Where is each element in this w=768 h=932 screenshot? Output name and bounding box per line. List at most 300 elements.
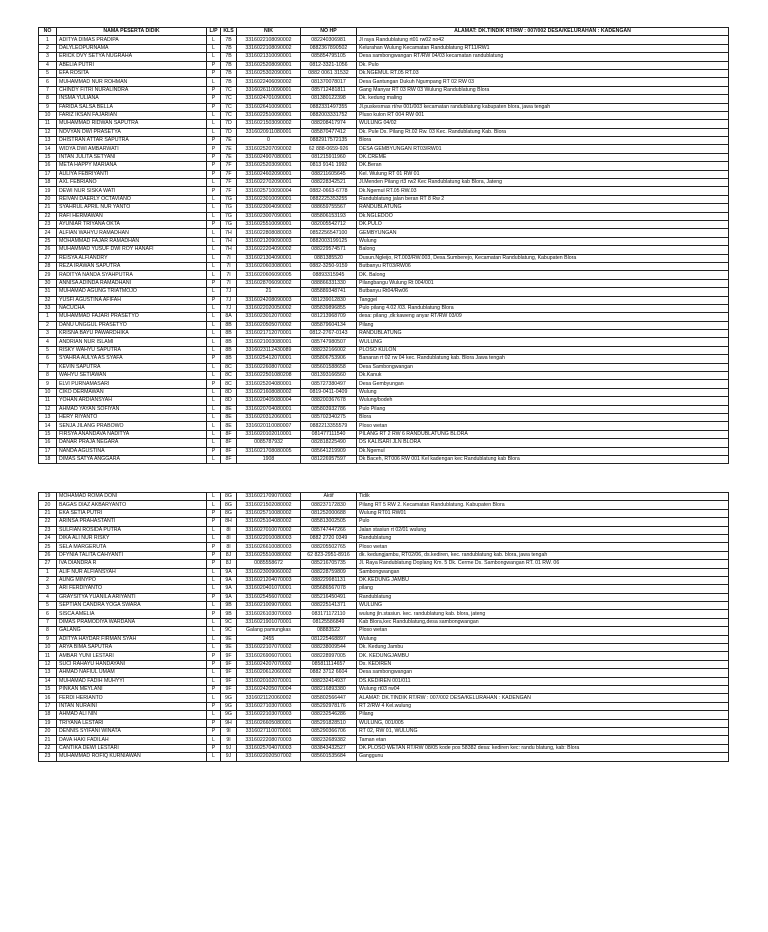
cell-no: 22: [39, 518, 57, 526]
table-row: [39, 61, 729, 69]
cell-phone: 088238009544: [301, 644, 357, 652]
cell-class: 8G: [221, 509, 237, 517]
cell-no: 8: [39, 627, 57, 635]
cell-address: DK.KEDUNG JAMBU: [357, 576, 729, 584]
table-row: [39, 179, 729, 187]
table-row: [39, 36, 729, 44]
cell-no: 23: [39, 220, 57, 228]
cell-phone: 085806753906: [301, 355, 357, 363]
cell-gender: L: [207, 526, 221, 534]
table-header: [39, 28, 729, 36]
cell-address: Pulo: [357, 518, 729, 526]
cell-no: 8: [39, 372, 57, 380]
cell-gender: L: [207, 413, 221, 421]
cell-no: 3: [39, 53, 57, 61]
cell-class: 7H: [221, 237, 237, 245]
cell-name: MOHAMMAD FAJAR RAMADHAN: [57, 237, 207, 245]
cell-address: PILANG RT 2 RW 6 RANDUBLATUNG BLORA: [357, 430, 729, 438]
cell-phone: 0852256547100: [301, 229, 357, 237]
cell-phone: 0881385520: [301, 254, 357, 262]
cell-phone: 085747980507: [301, 338, 357, 346]
table-row: [39, 204, 729, 212]
cell-no: 28: [39, 262, 57, 270]
table-row: [39, 493, 729, 501]
cell-nik: 3316020603080001: [237, 262, 301, 270]
cell-gender: L: [207, 501, 221, 509]
cell-class: 8B: [221, 346, 237, 354]
student-table-bottom: [38, 492, 729, 762]
table-row: [39, 560, 729, 568]
cell-phone: 085290366706: [301, 727, 357, 735]
cell-nik: 3316020401070001: [237, 585, 301, 593]
table-row: [39, 719, 729, 727]
cell-nik: 3316025104080002: [237, 518, 301, 526]
cell-phone: 62 823-2951-8916: [301, 551, 357, 559]
cell-address: Jl.puskesmas rt/rw 001/003 kecamatan randublatung kabupaten blora, jawa tengah: [357, 103, 729, 111]
cell-name: AULIYA FEBRIYANTI: [57, 170, 207, 178]
cell-phone: 088228997005: [301, 652, 357, 660]
table-row: [39, 195, 729, 203]
cell-phone: 085747447266: [301, 526, 357, 534]
cell-phone: 081226957597: [301, 455, 357, 463]
table-row: [39, 702, 729, 710]
table-row: [39, 220, 729, 228]
cell-gender: L: [207, 120, 221, 128]
cell-no: 19: [39, 187, 57, 195]
cell-nik: 3316021901070001: [237, 618, 301, 626]
header-no: NO: [39, 28, 57, 36]
cell-nik: 3316022108090002: [237, 44, 301, 52]
cell-gender: P: [207, 560, 221, 568]
cell-nik: 3316025412070001: [237, 355, 301, 363]
cell-name: NANDA AGUSTINA: [57, 447, 207, 455]
cell-address: Pulo pilang 4.02 /03. Randublatung Blora: [357, 304, 729, 312]
cell-class: 7F: [221, 187, 237, 195]
cell-class: 7J: [221, 296, 237, 304]
cell-gender: P: [207, 702, 221, 710]
cell-address: Jalan stasiun rt 02/01 wulung: [357, 526, 729, 534]
cell-phone: 088232546286: [301, 711, 357, 719]
cell-address: Desa Gantungan Dukuh Ngumpang RT 02 RW 03: [357, 78, 729, 86]
cell-nik: 3316022510090001: [237, 111, 301, 119]
cell-address: Jl raya Randublatung rt01 rw02 no42: [357, 36, 729, 44]
cell-name: INSMA YULIANA: [57, 95, 207, 103]
cell-name: ABELIA PUTRI: [57, 61, 207, 69]
cell-no: 7: [39, 618, 57, 626]
table-row: [39, 543, 729, 551]
cell-class: 9E: [221, 635, 237, 643]
cell-name: SUCI RAHAYU HANDAYANI: [57, 660, 207, 668]
cell-name: DHISTRAN ATTAR SAPUTRA: [57, 137, 207, 145]
cell-no: 11: [39, 652, 57, 660]
cell-class: 7C: [221, 111, 237, 119]
cell-address: DK.PLOSO WETAN RT/RW 08/05 kode pos 58382 desa: kediren kec: randu blatung, kab: Blora: [357, 744, 729, 752]
cell-no: 17: [39, 447, 57, 455]
cell-no: 4: [39, 61, 57, 69]
cell-name: MUHAMAD FADIH MUHYYI: [57, 677, 207, 685]
cell-gender: L: [207, 313, 221, 321]
cell-nik: 3316023004090002: [237, 204, 301, 212]
cell-no: 30: [39, 279, 57, 287]
cell-address: Kel. Wulung RT 01 RW 01: [357, 170, 729, 178]
cell-gender: L: [207, 44, 221, 52]
cell-no: 18: [39, 711, 57, 719]
cell-nik: 3316020704080001: [237, 405, 301, 413]
cell-address: Taman etan: [357, 736, 729, 744]
cell-no: 12: [39, 405, 57, 413]
cell-gender: P: [207, 727, 221, 735]
cell-nik: 3316022208070003: [237, 736, 301, 744]
cell-nik: 3316025203090001: [237, 162, 301, 170]
cell-gender: L: [207, 618, 221, 626]
table-row: [39, 187, 729, 195]
cell-name: YOHAN ARDIANSYAH: [57, 397, 207, 405]
cell-no: 22: [39, 212, 57, 220]
cell-gender: P: [207, 145, 221, 153]
cell-address: Pilang RT 5 RW 2. Kecamatan Randublatung. Kabupaten Blora: [357, 501, 729, 509]
cell-name: MUHAMMAD YUSUF DWI ROY HANAFI: [57, 246, 207, 254]
cell-no: 24: [39, 534, 57, 542]
cell-address: PLOSO KULON: [357, 346, 729, 354]
cell-name: REZA IRAWAN SAPUTRA: [57, 262, 207, 270]
cell-no: 6: [39, 78, 57, 86]
cell-class: 7B: [221, 36, 237, 44]
cell-name: DALYLEOPURNAMA: [57, 44, 207, 52]
cell-no: 4: [39, 593, 57, 601]
cell-address: DS.KEDIREN 001/011: [357, 677, 729, 685]
cell-gender: L: [207, 602, 221, 610]
cell-name: RISKY WAHYU SAPUTRA: [57, 346, 207, 354]
cell-gender: L: [207, 568, 221, 576]
cell-name: DANAR PRAJA NEGARA: [57, 439, 207, 447]
cell-phone: 0882003199125: [301, 237, 357, 245]
cell-phone: 085727380497: [301, 380, 357, 388]
table-row: [39, 246, 729, 254]
cell-address: Jl. Raya Randublatung Doplang Km. 5 Dk. Cerme Ds. Sambongwangan RT. 01 RW. 06: [357, 560, 729, 568]
cell-no: 18: [39, 455, 57, 463]
table-row: [39, 103, 729, 111]
cell-phone: 088659755567: [301, 204, 357, 212]
cell-class: 8E: [221, 405, 237, 413]
cell-class: 9J: [221, 744, 237, 752]
cell-nik: 3316021209090003: [237, 237, 301, 245]
table-row: [39, 753, 729, 761]
table-row: [39, 685, 729, 693]
cell-gender: P: [207, 153, 221, 161]
cell-nik: 3316023012070002: [237, 313, 301, 321]
cell-class: 8I: [221, 526, 237, 534]
table-row: [39, 271, 729, 279]
cell-name: CIKO DERMAWAN: [57, 388, 207, 396]
cell-gender: L: [207, 254, 221, 262]
cell-nik: 3316021204070003: [237, 576, 301, 584]
cell-address: Kelurahan Wulung Kecamatan Randublatung RT11/RW1: [357, 44, 729, 52]
cell-phone: 081380122398: [301, 95, 357, 103]
cell-name: KEVIN SAPUTRA: [57, 363, 207, 371]
cell-phone: 085839896855: [301, 304, 357, 312]
cell-address: Dk. Kedung Jambu: [357, 644, 729, 652]
cell-no: 9: [39, 635, 57, 643]
cell-no: 1: [39, 568, 57, 576]
cell-class: 7J: [221, 288, 237, 296]
cell-nik: 3316026610080003: [237, 543, 301, 551]
cell-name: AHMAD ALI NIN: [57, 711, 207, 719]
cell-phone: 088866331330: [301, 279, 357, 287]
cell-phone: 088228759809: [301, 568, 357, 576]
cell-address: DK.Beran: [357, 162, 729, 170]
cell-no: 27: [39, 254, 57, 262]
cell-address: DK. Balong: [357, 271, 729, 279]
cell-phone: 085291828510: [301, 719, 357, 727]
cell-class: 9J: [221, 753, 237, 761]
cell-address: Dk. Pulo: [357, 61, 729, 69]
cell-no: 29: [39, 271, 57, 279]
cell-address: Dk. Pule Ds. Pilang Rt.02 Rw. 03 Kec. Randublatung Kab. Blora: [357, 128, 729, 136]
cell-phone: 0882 0061 31532: [301, 69, 357, 77]
cell-address: Tanggel: [357, 296, 729, 304]
cell-no: 25: [39, 543, 57, 551]
cell-class: 9A: [221, 585, 237, 593]
cell-nik: 3316021708080005: [237, 447, 301, 455]
table-row: [39, 447, 729, 455]
cell-no: 13: [39, 137, 57, 145]
cell-class: 8F: [221, 439, 237, 447]
cell-phone: 62 888-0659-926: [301, 145, 357, 153]
cell-address: DESA GEMBYUNGAN RT03/RW01: [357, 145, 729, 153]
cell-no: 5: [39, 346, 57, 354]
cell-nik: 3316022020050002: [237, 304, 301, 312]
cell-address: desa: pilang ,dk:kaweng anyar RT/RW 03/09: [357, 313, 729, 321]
cell-no: 17: [39, 170, 57, 178]
cell-class: 9F: [221, 660, 237, 668]
cell-name: ERICK DVY SETYA NUGRAHA: [57, 53, 207, 61]
cell-class: 9B: [221, 602, 237, 610]
cell-no: 27: [39, 560, 57, 568]
cell-name: META HAPPY MARIANA: [57, 162, 207, 170]
cell-name: INTAN NURAINI: [57, 702, 207, 710]
cell-nik: 3316023007090001: [237, 212, 301, 220]
cell-address: Wulung: [357, 388, 729, 396]
cell-name: CANTIKA DEWI LESTARI: [57, 744, 207, 752]
cell-gender: P: [207, 103, 221, 111]
cell-nik: 3316022204090002: [237, 246, 301, 254]
cell-phone: 082818225490: [301, 439, 357, 447]
cell-class: 7I: [221, 271, 237, 279]
cell-class: 7G: [221, 220, 237, 228]
table-row: [39, 568, 729, 576]
cell-no: 10: [39, 644, 57, 652]
cell-class: 9C: [221, 627, 237, 635]
table-row: [39, 313, 729, 321]
cell-nik: 3316023112430089: [237, 346, 301, 354]
table-row: [39, 296, 729, 304]
cell-class: 8D: [221, 388, 237, 396]
cell-nik: 3316021304090001: [237, 254, 301, 262]
cell-name: AMBAR YUNI LESTARI: [57, 652, 207, 660]
table-row: [39, 736, 729, 744]
table-row: [39, 321, 729, 329]
table-row: [39, 288, 729, 296]
table-row: [39, 78, 729, 86]
cell-gender: L: [207, 212, 221, 220]
cell-class: 9G: [221, 694, 237, 702]
cell-address: Pilang: [357, 321, 729, 329]
cell-gender: L: [207, 321, 221, 329]
cell-name: EFA ROSITA: [57, 69, 207, 77]
cell-class: 7C: [221, 95, 237, 103]
cell-address: Gang Manyar RT 03 RW 03 Wulung Randublatung Blora: [357, 86, 729, 94]
table-row: [39, 212, 729, 220]
cell-nik: 3316020102070001: [237, 677, 301, 685]
cell-nik: 3316025302090001: [237, 69, 301, 77]
cell-class: 8J: [221, 560, 237, 568]
table-row: [39, 237, 729, 245]
cell-name: FARIZ IKSAN FAJARIAN: [57, 111, 207, 119]
cell-nik: 0: [237, 137, 301, 145]
cell-phone: 08125586849: [301, 618, 357, 626]
cell-nik: 0085558672: [237, 560, 301, 568]
cell-phone: 081477111540: [301, 430, 357, 438]
cell-nik: 3316022702090001: [237, 179, 301, 187]
cell-nik: 0085787932: [237, 439, 301, 447]
cell-no: 13: [39, 669, 57, 677]
table-row: [39, 627, 729, 635]
table-row: [39, 128, 729, 136]
cell-class: 9C: [221, 618, 237, 626]
cell-name: MUHAMMAD RIDWAN SAPUTRA: [57, 120, 207, 128]
cell-no: 23: [39, 526, 57, 534]
table-row: [39, 501, 729, 509]
cell-nik: 3316024205070004: [237, 685, 301, 693]
cell-gender: P: [207, 61, 221, 69]
cell-address: Dk.NGLEDOO: [357, 212, 729, 220]
cell-name: AHMAD YAYAN SOFIYAN: [57, 405, 207, 413]
cell-no: 9: [39, 380, 57, 388]
cell-nik: 3316025204080001: [237, 380, 301, 388]
cell-phone: 085702340275: [301, 413, 357, 421]
header-address: ALAMAT: DK.TINDIK RT/RW : 007/002 DESA/KELURAHAN : KADENGAN: [357, 28, 729, 36]
cell-no: 14: [39, 677, 57, 685]
cell-no: 15: [39, 153, 57, 161]
table-row: [39, 53, 729, 61]
table-row: [39, 652, 729, 660]
cell-address: Blora: [357, 137, 729, 145]
cell-name: DEWI NUR SISKA WATI: [57, 187, 207, 195]
cell-phone: 088216893380: [301, 685, 357, 693]
cell-nik: Galang pamungkas: [237, 627, 301, 635]
cell-gender: P: [207, 170, 221, 178]
cell-phone: 083171172110: [301, 610, 357, 618]
table-row: [39, 711, 729, 719]
cell-address: GEMBYUNGAN: [357, 229, 729, 237]
cell-gender: L: [207, 439, 221, 447]
cell-phone: 085292978176: [301, 702, 357, 710]
cell-address: DK.PULO: [357, 220, 729, 228]
cell-nik: 3316026410090001: [237, 103, 301, 111]
cell-phone: 0882213355579: [301, 422, 357, 430]
cell-class: 7E: [221, 145, 237, 153]
cell-gender: L: [207, 363, 221, 371]
cell-phone: 085803932786: [301, 405, 357, 413]
cell-gender: L: [207, 338, 221, 346]
table-row: [39, 635, 729, 643]
cell-name: MUHAMAD AGUNG TRIATMOJO: [57, 288, 207, 296]
cell-class: 8F: [221, 430, 237, 438]
cell-name: RAFI HERMAWAN: [57, 212, 207, 220]
cell-no: 15: [39, 430, 57, 438]
cell-phone: 0812-3321-1056: [301, 61, 357, 69]
cell-name: GALANG: [57, 627, 207, 635]
cell-address: Dk.Ngemul: [357, 447, 729, 455]
cell-nik: 3316025510090001: [237, 220, 301, 228]
cell-class: 7F: [221, 170, 237, 178]
cell-name: RADITYA NANDA SYAHPUTRA: [57, 271, 207, 279]
cell-address: Randublatung: [357, 593, 729, 601]
cell-phone: 081213968709: [301, 313, 357, 321]
cell-class: 9E: [221, 644, 237, 652]
student-table-top: [38, 27, 729, 464]
cell-phone: 0819-0411-0409: [301, 388, 357, 396]
cell-gender: L: [207, 229, 221, 237]
cell-class: 7I: [221, 262, 237, 270]
cell-class: 9H: [221, 719, 237, 727]
cell-address: Desa Sambongwangan: [357, 363, 729, 371]
cell-name: ADITYA HAYDAR FIRMAN SYAH: [57, 635, 207, 643]
cell-nik: 3316025710080002: [237, 509, 301, 517]
cell-class: 8J: [221, 551, 237, 559]
cell-address: Randublatung jalan beran RT 8 Rw 2: [357, 195, 729, 203]
cell-nik: 3316025710090004: [237, 187, 301, 195]
cell-phone: 083843432527: [301, 744, 357, 752]
cell-gender: P: [207, 685, 221, 693]
table-row: [39, 355, 729, 363]
cell-name: SYAHRA AULYA AS SYAFA: [57, 355, 207, 363]
table-row: [39, 455, 729, 463]
cell-class: 8H: [221, 518, 237, 526]
cell-class: 9G: [221, 702, 237, 710]
cell-nik: 3316021009070001: [237, 602, 301, 610]
cell-gender: P: [207, 652, 221, 660]
cell-nik: 3316024602090001: [237, 170, 301, 178]
cell-nik: 3316021120060002: [237, 694, 301, 702]
table-row: [39, 439, 729, 447]
cell-class: 7D: [221, 128, 237, 136]
cell-nik: 3316027010070002: [237, 526, 301, 534]
cell-no: 18: [39, 179, 57, 187]
cell-no: 7: [39, 363, 57, 371]
cell-name: ALIF NUR ALFIANSYAH: [57, 568, 207, 576]
cell-gender: L: [207, 493, 221, 501]
cell-no: 12: [39, 660, 57, 668]
cell-address: Ds. KEDIREN: [357, 660, 729, 668]
cell-no: 25: [39, 237, 57, 245]
cell-nik: 3316023009060002: [237, 568, 301, 576]
cell-phone: 085601535684: [301, 753, 357, 761]
cell-phone: 085854795105: [301, 53, 357, 61]
cell-no: 8: [39, 95, 57, 103]
cell-no: 3: [39, 585, 57, 593]
cell-phone: 088211605645: [301, 170, 357, 178]
cell-no: 2: [39, 321, 57, 329]
cell-phone: 0882367890502: [301, 44, 357, 52]
cell-class: 9B: [221, 610, 237, 618]
cell-class: 8C: [221, 380, 237, 388]
cell-name: INTAN JULITA SETYANI: [57, 153, 207, 161]
cell-nik: 3316026103070003: [237, 610, 301, 618]
cell-class: 7G: [221, 212, 237, 220]
cell-name: DIMAS SATYA ANGGARA: [57, 455, 207, 463]
cell-address: Randublatung: [357, 534, 729, 542]
